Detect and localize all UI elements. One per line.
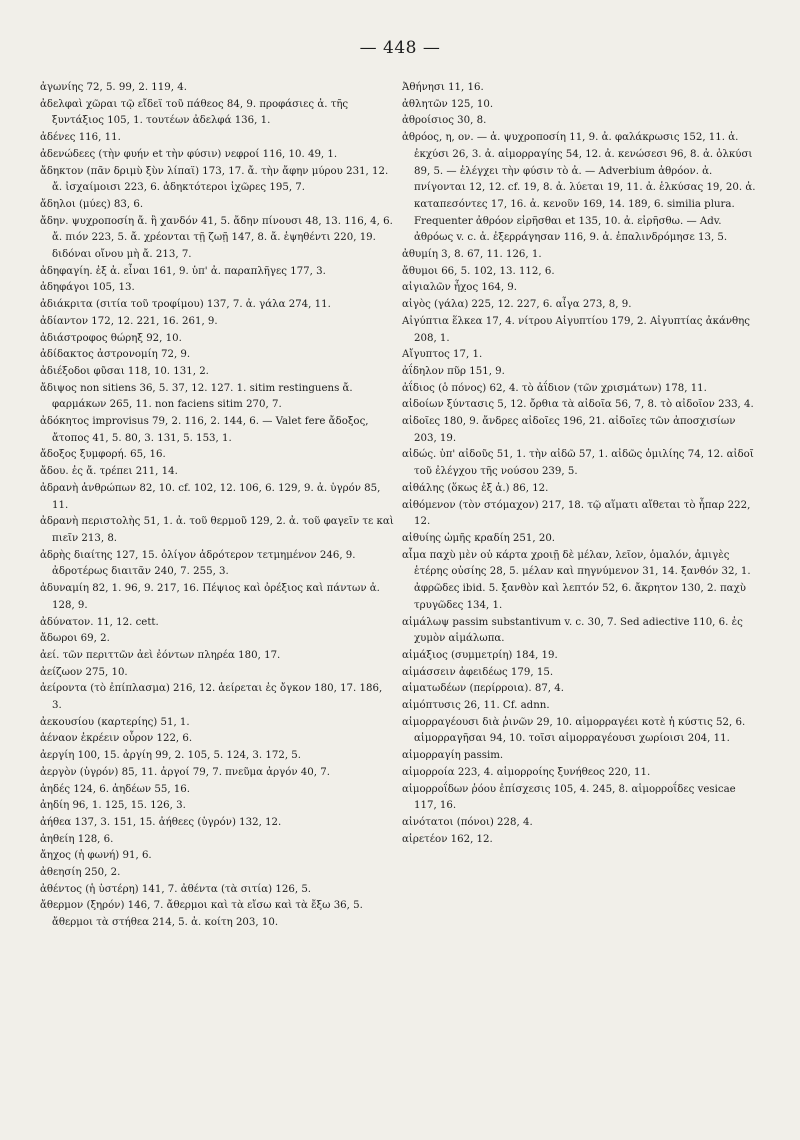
index-entry: αἱμάσσειν ἀφειδέως 179, 15. <box>402 666 554 678</box>
index-entry: αἰδοῖες 180, 9. ἄνδρες αἰδοῖες 196, 21. αἰδοῖες τῶν ἀποσχισίων 203, 19. <box>402 416 736 444</box>
index-entry: ἀδύνατον. 11, 12. cett. <box>40 616 159 628</box>
index-entry: Ἀθήνησι 11, 16. <box>402 82 484 93</box>
index-entry: ἀθλητῶν 125, 10. <box>402 98 494 110</box>
index-entry: αἱμορραγέουσι διὰ ῥινῶν 29, 10. αἱμορραγέει κοτὲ ἡ κύστις 52, 6. αἱμορραγῆσαι 94, 10. τοῖσι αἱμορραγέουσι χωρίοισι 204, 11. <box>402 716 746 745</box>
index-entry: αἰθόμενον (τὸν στόμαχον) 217, 18. τῷ αἵματι αἴθεται τὸ ἧπαρ 222, 12. <box>402 499 751 528</box>
left-column <box>40 80 395 932</box>
index-entry: αἱμάλωψ passim substantivum v. c. 30, 7. Sed adiective 110, 6. ἐς χυμὸν αἱμάλωπα. <box>402 616 743 645</box>
index-entry: ἄδηκτον (πᾶν δριμὺ ξὺν λίπαϊ) 173, 17. ἄ. τὴν ἄφην μύρου 231, 12. ἄ. ἰσχαίμοισι 223, 6. ἀδηκτότεροι ἰχῶρες 195, 7. <box>40 165 389 194</box>
index-entry: ἀθυμίη 3, 8. 67, 11. 126, 1. <box>402 249 542 261</box>
index-entry: ἀδενώδεες (τὴν φυήν et τὴν φύσιν) νεφροί 116, 10. 49, 1. <box>40 148 338 160</box>
index-entry: αἱμορροία 223, 4. αἱμορροίης ξυνήθεος 220, 11. <box>402 766 651 778</box>
index-entry: αἷμα παχὺ μὲν οὐ κάρτα χροιῇ δὲ μέλαν, λεῖον, ὁμαλόν, ἀμιγὲς ἑτέρης οὐσίης 28, 5. μέλαν καὶ πηγνύμενον 31, 14. ξανθόν 32, 1. ἀφρῶδες ibid. 5. ξανθὸν καὶ λεπτόν 52, 6. ἄκρητον 130, 2. παχὺ τρυγῶδες 134, 1. <box>402 549 751 611</box>
index-entry: αἰδοίων ξύντασις 5, 12. ὄρθια τὰ αἰδοῖα 56, 7, 8. τὸ αἰδοῖον 233, 4. <box>402 399 754 411</box>
index-entry: ἀείροντα (τὸ ἐπίπλασμα) 216, 12. ἀείρεται ἐς ὄγκον 180, 17. 186, 3. <box>40 683 383 712</box>
index-entry: ἀήθεα 137, 3. 151, 15. ἀήθεες (ὑγρόν) 132, 12. <box>40 816 282 828</box>
index-entry: Αἴγυπτος 17, 1. <box>402 349 483 361</box>
index-entry: ἀΐδηλον πῦρ 151, 9. <box>402 365 505 377</box>
index-entry: αἰθυίης ὠμῆς κραδίη 251, 20. <box>402 532 556 544</box>
index-entry: ἀδιάστροφος θώρηξ 92, 10. <box>40 332 182 344</box>
index-entry: ἀθέντος (ἡ ὑστέρη) 141, 7. ἀθέντα (τὰ σιτία) 126, 5. <box>40 883 312 895</box>
index-entry: αἱμορροΐδων ῥόου ἐπίσχεσις 105, 4. 245, 8. αἱμορροΐδες vesicae 117, 16. <box>402 783 736 812</box>
index-entry: ἀθρόος, η, ον. — ἀ. ψυχροποσίη 11, 9. ἀ. φαλάκρωσις 152, 11. ἀ. ἐκχύσι 26, 3. ἀ. αἱμορραγίης 54, 12. ἀ. κενώσεσι 96, 8. ἀ. ὁλκύσι 89, 5. — ἐλέγχει τὴν φύσιν τὸ ἀ. — Adverbium ἀθρόον. ἀ. πνίγονται 12, 12. cf. 19, 8. ἀ. λύεται 19, 11. ἀ. ἑλκύσας 19, 20. ἀ. καταπεσόντες 17, 16. ἀ. κενοῦν 169, 14. 189, 6. similia plura. Frequenter ἀθρόον εἰρῆσθαι et 135, 10. ἀ. εἰρῆσθω. — Adv. ἀθρόως v. c. ἀ. ἐξερράγησαν 116, 9. ἀ. ἐπαλινδρόμησε 13, 5. <box>402 132 756 244</box>
index-entry: ἀθεησίη 250, 2. <box>40 867 121 879</box>
index-entry: ἀέναον ἐκρέειν οὖρον 122, 6. <box>40 733 193 745</box>
index-entry: ἀδηφάγοι 105, 13. <box>40 282 135 294</box>
index-entry: αἰθάλης (ὅκως ἐξ ἀ.) 86, 12. <box>402 482 549 494</box>
index-entry: ἀγωνίης 72, 5. 99, 2. 119, 4. <box>40 82 187 93</box>
index-entry: αἰδώς. ὑπ' αἰδοῦς 51, 1. τὴν αἰδῶ 57, 1. αἰδῶς ὁμιλίης 74, 12. αἰδοῖ τοῦ ἐλέγχου τῆς νούσου 239, 5. <box>402 449 754 478</box>
index-entry: ἀηθείη 128, 6. <box>40 833 114 845</box>
index-entry: ἀδρανὴ περιστολὴς 51, 1. ἀ. τοῦ θερμοῦ 129, 2. ἀ. τοῦ φαγεῖν τε καὶ πιεῖν 213, 8. <box>40 516 394 544</box>
index-entry: ἄδιψος non sitiens 36, 5. 37, 12. 127. 1. sitim restinguens ἄ. φαρμάκων 265, 11. non faciens sitim 270, 7. <box>40 382 353 411</box>
right-column <box>402 80 757 848</box>
index-entry: ἄδου. ἐς ἄ. τρέπει 211, 14. <box>40 466 178 478</box>
index-entry: ἄθερμον (ξηρόν) 146, 7. ἄθερμοι καὶ τὰ εἴσω καὶ τὰ ἔξω 36, 5. ἄθερμοι τὰ στήθεα 214, 5. ἀ. κοίτη 203, 10. <box>40 900 363 929</box>
index-entry: ἀΐδιος (ὁ πόνος) 62, 4. τὸ ἀΐδιον (τῶν χρισμάτων) 178, 11. <box>402 382 707 394</box>
index-entry: αἰνότατοι (πόνοι) 228, 4. <box>402 816 533 828</box>
index-entry: ἀδιάκριτα (σιτία τοῦ τροφίμου) 137, 7. ἀ. γάλα 274, 11. <box>40 299 331 311</box>
index-entry: ἀθροίσιος 30, 8. <box>402 115 487 127</box>
index-entry: ἄδηλοι (μύες) 83, 6. <box>40 198 144 210</box>
index-entry: Αἰγύπτια ἕλκεα 17, 4. νίτρου Αἰγυπτίου 179, 2. Αἰγυπτίας ἀκάνθης 208, 1. <box>402 315 750 344</box>
index-entry: ἀδελφαὶ χῶραι τῷ εἴδεϊ τοῦ πάθεος 84, 9. προφάσιες ἀ. τῆς ξυντάξιος 105, 1. τουτέων ἀδελφά 136, 1. <box>40 98 349 127</box>
index-entry: ἀεργὸν (ὑγρόν) 85, 11. ἀργοί 79, 7. πνεῦμα ἀργόν 40, 7. <box>40 766 330 778</box>
index-entry: ἀδίαντον 172, 12. 221, 16. 261, 9. <box>40 315 218 327</box>
index-entry: ἀεργίη 100, 15. ἀργίη 99, 2. 105, 5. 124, 3. 172, 5. <box>40 750 302 762</box>
index-entry: ἀηδές 124, 6. ἀηδέων 55, 16. <box>40 783 190 795</box>
index-entry: ἀδιέξοδοι φῦσαι 118, 10. 131, 2. <box>40 365 209 377</box>
index-entry: αἱμόπτυσις 26, 11. Cf. adnn. <box>402 700 550 712</box>
index-entry: ἀηδίη 96, 1. 125, 15. 126, 3. <box>40 800 186 812</box>
index-entry: ἀδρανὴ ἀνθρώπων 82, 10. cf. 102, 12. 106, 6. 129, 9. ἀ. ὑγρόν 85, 11. <box>40 482 381 511</box>
page-number: — 448 — <box>359 38 441 58</box>
index-entry: αἱματωδέων (περίρροια). 87, 4. <box>402 683 564 695</box>
index-entry: αἱμάξιος (συμμετρίη) 184, 19. <box>402 649 558 661</box>
index-entry: ἀδηφαγίη. ἐξ ἀ. εἶναι 161, 9. ὑπ' ἀ. παραπλῆγες 177, 3. <box>40 265 326 277</box>
index-entry: ἀεί. τῶν περιττῶν ἀεὶ ἐόντων πληρέα 180, 17. <box>40 649 281 661</box>
index-entry: αἱρετέον 162, 12. <box>402 833 493 845</box>
index-entry: αἰγιαλῶν ἦχος 164, 9. <box>402 282 518 294</box>
index-entry: ἀεκουσίου (καρτερίης) 51, 1. <box>40 716 190 728</box>
index-entry: ἀδίδακτος ἀστρονομίη 72, 9. <box>40 349 191 361</box>
index-entry: ἄδωροι 69, 2. <box>40 633 110 645</box>
index-entry: ἀδόκητος improvisus 79, 2. 116, 2. 144, 6. — Valet fere ἄδοξος, ἄτοπος 41, 5. 80, 3. 131, 5. 153, 1. <box>40 416 369 444</box>
index-entry: ἀδυναμίη 82, 1. 96, 9. 217, 16. Πέψιος καὶ ὀρέξιος καὶ πάντων ἀ. 128, 9. <box>40 583 380 611</box>
index-entry: ἀείζωον 275, 10. <box>40 666 128 678</box>
index-entry: ἄδην. ψυχροποσίη ἄ. ἢ χανδόν 41, 5. ἄδην πίνουσι 48, 13. 116, 4, 6. ἄ. πιόν 223, 5. ἄ. χρέονται τῇ ζωῇ 147, 8. ἄ. ἑψηθέντι 220, 19. διδόναι οἴνου μὴ ἄ. 213, 7. <box>40 215 393 261</box>
index-entry: αἰγὸς (γάλα) 225, 12. 227, 6. αἶγα 273, 8, 9. <box>402 299 632 311</box>
index-entry: αἱμορραγίη passim. <box>402 750 504 762</box>
index-entry: ἄηχος (ἡ φωνή) 91, 6. <box>40 850 152 862</box>
index-entry: ἀδένες 116, 11. <box>40 132 121 144</box>
index-entry: ἄθυμοι 66, 5. 102, 13. 112, 6. <box>402 265 555 277</box>
index-entry: ἄδοξος ξυμφορή. 65, 16. <box>40 449 166 461</box>
index-entry: ἀδρὴς διαίτης 127, 15. ὀλίγον ἀδρότερον τετμημένον 246, 9. ἀδροτέρως διαιτᾶν 240, 7. 255, 3. <box>40 549 356 578</box>
